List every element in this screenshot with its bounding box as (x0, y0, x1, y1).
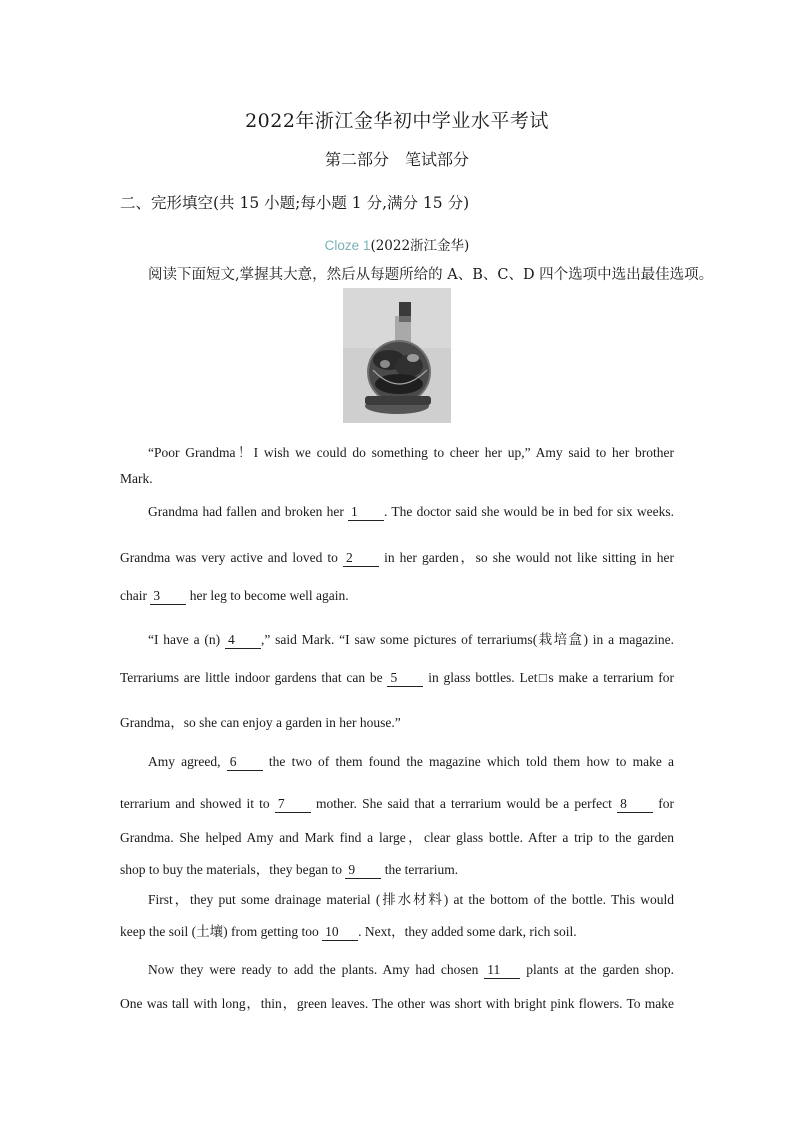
passage-line (148, 504, 674, 521)
passage-line (120, 546, 674, 567)
answer-blank[interactable]: 5 (387, 671, 423, 687)
passage-text: for (653, 796, 674, 811)
passage-line (120, 711, 674, 731)
answer-blank[interactable]: 8 (617, 797, 653, 813)
passage-text: Amy agreed, (148, 754, 227, 769)
page-subtitle: 第二部分 笔试部分 (324, 150, 469, 169)
passage-text: . The doctor said she would be in bed for six weeks. (384, 504, 674, 519)
passage-text: . Next，they added some dark, rich soil. (358, 924, 577, 939)
passage-line (120, 992, 674, 1012)
passage-text: in her garden，so she would not like sitting in her (379, 550, 674, 565)
answer-blank[interactable]: 6 (227, 755, 263, 771)
answer-blank[interactable]: 11 (484, 963, 520, 979)
answer-blank[interactable]: 4 (225, 633, 261, 649)
passage-line (148, 754, 674, 771)
passage-text: the two of them found the magazine which told them how to make a (262, 754, 674, 769)
answer-blank[interactable]: 9 (345, 863, 381, 879)
passage-line (148, 441, 674, 461)
answer-blank[interactable]: 1 (348, 505, 384, 521)
cloze-label[interactable]: Cloze 1 (324, 238, 371, 253)
cloze-source: (2022浙江金华) (370, 238, 470, 254)
passage-text: plants at the garden shop. (520, 962, 674, 977)
passage-text: the terrarium. (381, 862, 459, 877)
passage-text: First，they put some drainage material (排水材料) at the bottom of the bottle. This would (148, 892, 674, 907)
passage-line (120, 858, 674, 879)
passage-text: chair (120, 588, 151, 603)
passage-text: mother. She said that a terrarium would be a perfect (310, 796, 618, 811)
passage-text: her leg to become well again. (186, 588, 349, 603)
passage-text: “Poor Grandma！I wish we could do something to cheer her up,” Amy said to her brother (148, 445, 674, 460)
passage-text: Mark. (120, 471, 153, 486)
passage-text: in glass bottles. Let□s make a terrarium for (423, 670, 674, 685)
passage-text: Grandma，so she can enjoy a garden in her house.” (120, 715, 401, 730)
answer-blank[interactable]: 10 (322, 925, 358, 941)
passage-line (120, 826, 674, 846)
passage-text: keep the soil (土壤) from getting too (120, 924, 323, 939)
cloze-heading (0, 234, 794, 254)
passage-text: Grandma. She helped Amy and Mark find a large，clear glass bottle. After a trip to the garden (120, 830, 674, 845)
passage-text: Now they were ready to add the plants. Amy had chosen (148, 962, 485, 977)
passage-line (120, 920, 674, 941)
passage-text: Terrariums are little indoor gardens that can be (120, 670, 388, 685)
page-title: 2022年浙江金华初中学业水平考试 (245, 110, 549, 132)
answer-blank[interactable]: 3 (150, 589, 186, 605)
passage-line (148, 888, 674, 908)
passage-line (148, 962, 674, 979)
terrarium-photo-icon (343, 288, 451, 423)
answer-blank[interactable]: 2 (343, 551, 379, 567)
passage-text: terrarium and showed it to (120, 796, 275, 811)
passage-line (148, 628, 674, 649)
passage-text: “I have a (n) (148, 632, 225, 647)
answer-blank[interactable]: 7 (275, 797, 311, 813)
passage-line (120, 670, 674, 687)
passage-line (120, 588, 674, 605)
passage-line (120, 796, 674, 813)
passage-text: One was tall with long，thin，green leaves. The other was short with bright pink flowers. To make (120, 996, 674, 1011)
section-heading: 二、完形填空(共 15 小题;每小题 1 分,满分 15 分) (120, 194, 470, 212)
instruction-text: 阅读下面短文,掌握其大意，然后从每题所给的 A、B、C、D 四个选项中选出最佳选项。 (148, 267, 714, 283)
passage-text: Grandma was very active and loved to (120, 550, 344, 565)
passage-text: shop to buy the materials，they began to (120, 862, 346, 877)
passage-text: ,” said Mark. “I saw some pictures of terrariums(栽培盒) in a magazine. (260, 632, 674, 647)
passage-line (120, 471, 674, 487)
passage-text: Grandma had fallen and broken her (148, 504, 349, 519)
